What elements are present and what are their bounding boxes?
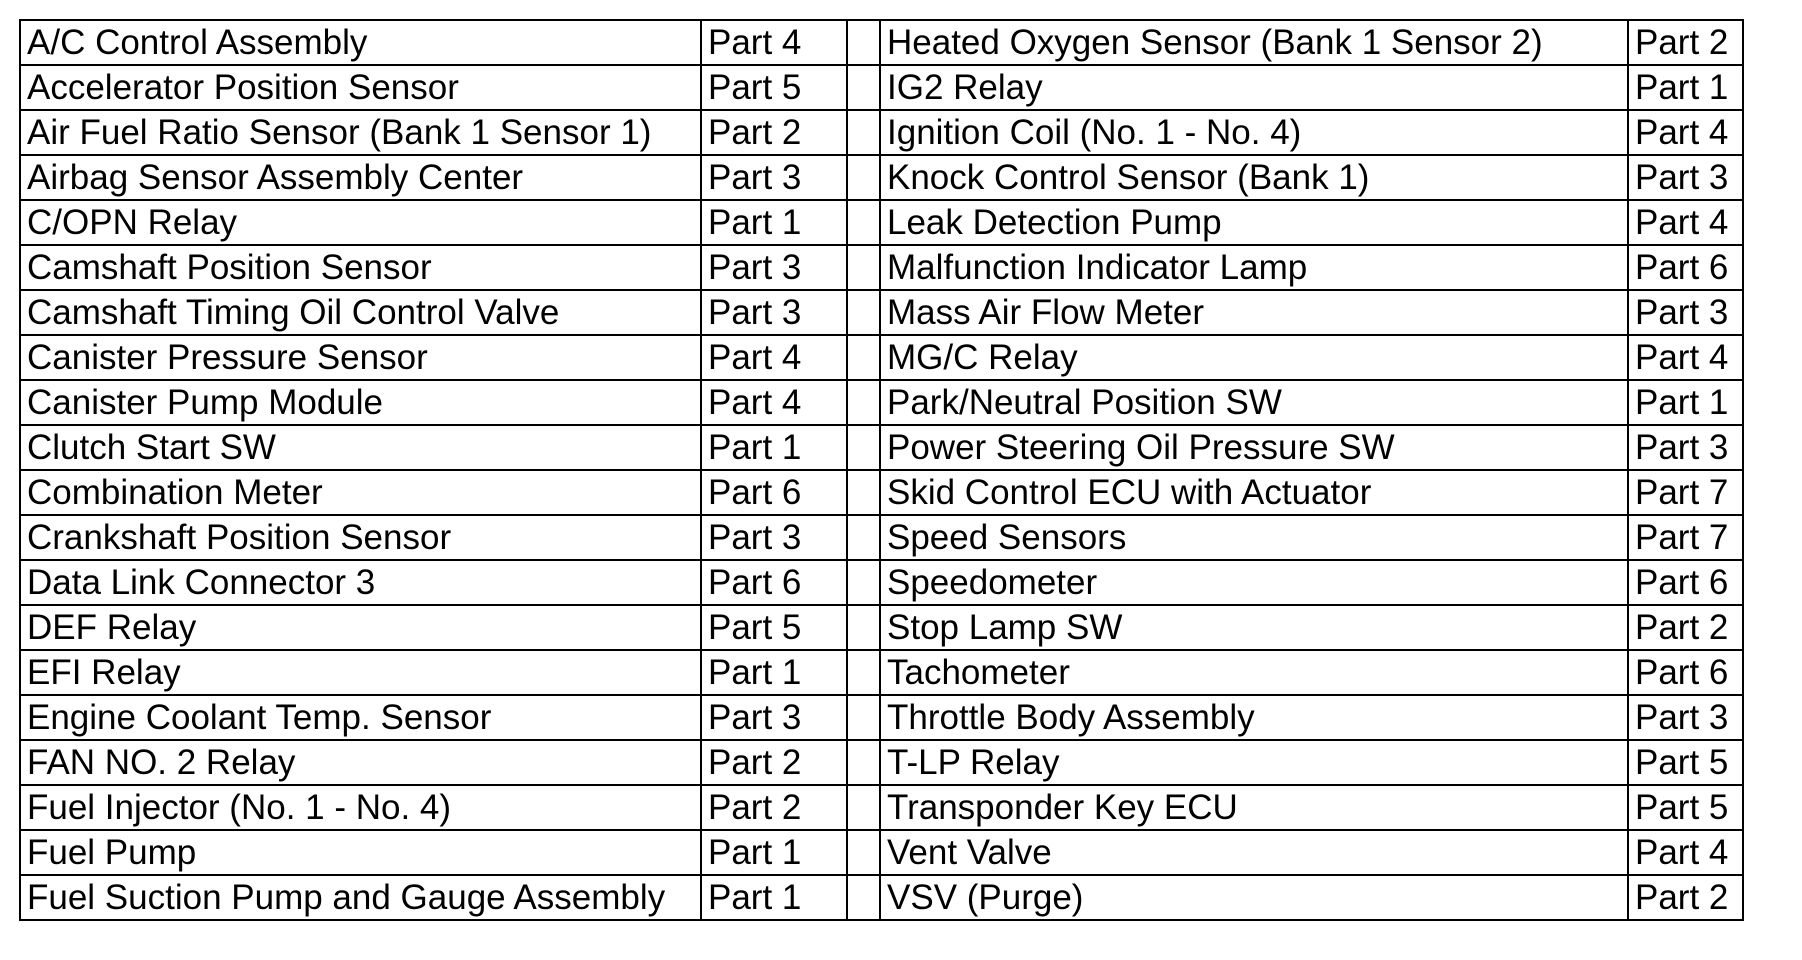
right-part-number: Part 4	[1628, 335, 1743, 380]
right-component-name: T-LP Relay	[880, 740, 1628, 785]
right-component-name: Heated Oxygen Sensor (Bank 1 Sensor 2)	[880, 20, 1628, 65]
left-part-number: Part 1	[701, 830, 847, 875]
right-component-name: MG/C Relay	[880, 335, 1628, 380]
left-component-name: Engine Coolant Temp. Sensor	[20, 695, 701, 740]
table-row	[20, 425, 1743, 470]
right-part-number: Part 4	[1628, 110, 1743, 155]
right-component-name: Vent Valve	[880, 830, 1628, 875]
right-component-name: Knock Control Sensor (Bank 1)	[880, 155, 1628, 200]
table-row	[20, 695, 1743, 740]
left-component-name: Fuel Injector (No. 1 - No. 4)	[20, 785, 701, 830]
left-part-number: Part 1	[701, 650, 847, 695]
left-component-name: Crankshaft Position Sensor	[20, 515, 701, 560]
right-part-number: Part 1	[1628, 380, 1743, 425]
table-row	[20, 515, 1743, 560]
column-divider	[847, 740, 880, 785]
left-component-name: Clutch Start SW	[20, 425, 701, 470]
right-component-name: Speedometer	[880, 560, 1628, 605]
column-divider	[847, 290, 880, 335]
right-part-number: Part 5	[1628, 740, 1743, 785]
column-divider	[847, 785, 880, 830]
right-part-number: Part 2	[1628, 20, 1743, 65]
column-divider	[847, 245, 880, 290]
right-part-number: Part 7	[1628, 470, 1743, 515]
column-divider	[847, 830, 880, 875]
column-divider	[847, 155, 880, 200]
table-row	[20, 875, 1743, 920]
left-component-name: C/OPN Relay	[20, 200, 701, 245]
left-component-name: Combination Meter	[20, 470, 701, 515]
left-component-name: Camshaft Timing Oil Control Valve	[20, 290, 701, 335]
column-divider	[847, 425, 880, 470]
left-part-number: Part 2	[701, 740, 847, 785]
table-row	[20, 605, 1743, 650]
right-component-name: Stop Lamp SW	[880, 605, 1628, 650]
left-part-number: Part 3	[701, 515, 847, 560]
left-component-name: Canister Pump Module	[20, 380, 701, 425]
left-part-number: Part 3	[701, 695, 847, 740]
right-part-number: Part 1	[1628, 65, 1743, 110]
right-part-number: Part 3	[1628, 695, 1743, 740]
column-divider	[847, 65, 880, 110]
column-divider	[847, 560, 880, 605]
table-row	[20, 20, 1743, 65]
right-part-number: Part 6	[1628, 560, 1743, 605]
right-component-name: VSV (Purge)	[880, 875, 1628, 920]
table-row	[20, 290, 1743, 335]
right-part-number: Part 3	[1628, 290, 1743, 335]
left-part-number: Part 4	[701, 335, 847, 380]
column-divider	[847, 380, 880, 425]
left-component-name: Airbag Sensor Assembly Center	[20, 155, 701, 200]
right-component-name: Park/Neutral Position SW	[880, 380, 1628, 425]
column-divider	[847, 110, 880, 155]
left-part-number: Part 5	[701, 605, 847, 650]
index-table-body	[20, 20, 1743, 920]
left-component-name: Camshaft Position Sensor	[20, 245, 701, 290]
right-component-name: Malfunction Indicator Lamp	[880, 245, 1628, 290]
left-component-name: FAN NO. 2 Relay	[20, 740, 701, 785]
left-part-number: Part 3	[701, 245, 847, 290]
column-divider	[847, 515, 880, 560]
column-divider	[847, 200, 880, 245]
left-part-number: Part 3	[701, 290, 847, 335]
column-divider	[847, 335, 880, 380]
left-part-number: Part 4	[701, 20, 847, 65]
right-component-name: IG2 Relay	[880, 65, 1628, 110]
table-row	[20, 785, 1743, 830]
left-part-number: Part 1	[701, 425, 847, 470]
column-divider	[847, 20, 880, 65]
column-divider	[847, 695, 880, 740]
right-part-number: Part 6	[1628, 245, 1743, 290]
table-row	[20, 110, 1743, 155]
left-component-name: Fuel Suction Pump and Gauge Assembly	[20, 875, 701, 920]
table-row	[20, 200, 1743, 245]
table-row	[20, 830, 1743, 875]
right-part-number: Part 5	[1628, 785, 1743, 830]
left-part-number: Part 2	[701, 110, 847, 155]
left-part-number: Part 6	[701, 560, 847, 605]
left-component-name: Data Link Connector 3	[20, 560, 701, 605]
right-component-name: Leak Detection Pump	[880, 200, 1628, 245]
right-component-name: Power Steering Oil Pressure SW	[880, 425, 1628, 470]
right-part-number: Part 4	[1628, 830, 1743, 875]
right-part-number: Part 3	[1628, 155, 1743, 200]
left-part-number: Part 5	[701, 65, 847, 110]
table-row	[20, 155, 1743, 200]
left-part-number: Part 3	[701, 155, 847, 200]
right-part-number: Part 4	[1628, 200, 1743, 245]
left-component-name: DEF Relay	[20, 605, 701, 650]
left-part-number: Part 4	[701, 380, 847, 425]
column-divider	[847, 470, 880, 515]
column-divider	[847, 650, 880, 695]
left-part-number: Part 6	[701, 470, 847, 515]
left-component-name: A/C Control Assembly	[20, 20, 701, 65]
table-row	[20, 470, 1743, 515]
table-row	[20, 380, 1743, 425]
left-component-name: EFI Relay	[20, 650, 701, 695]
column-divider	[847, 605, 880, 650]
right-component-name: Skid Control ECU with Actuator	[880, 470, 1628, 515]
right-component-name: Tachometer	[880, 650, 1628, 695]
left-part-number: Part 2	[701, 785, 847, 830]
column-divider	[847, 875, 880, 920]
right-part-number: Part 6	[1628, 650, 1743, 695]
table-row	[20, 65, 1743, 110]
right-part-number: Part 2	[1628, 605, 1743, 650]
right-component-name: Mass Air Flow Meter	[880, 290, 1628, 335]
right-component-name: Throttle Body Assembly	[880, 695, 1628, 740]
table-row	[20, 245, 1743, 290]
left-component-name: Fuel Pump	[20, 830, 701, 875]
left-component-name: Air Fuel Ratio Sensor (Bank 1 Sensor 1)	[20, 110, 701, 155]
right-component-name: Speed Sensors	[880, 515, 1628, 560]
table-row	[20, 740, 1743, 785]
right-part-number: Part 7	[1628, 515, 1743, 560]
table-row	[20, 335, 1743, 380]
right-component-name: Ignition Coil (No. 1 - No. 4)	[880, 110, 1628, 155]
left-part-number: Part 1	[701, 875, 847, 920]
left-component-name: Accelerator Position Sensor	[20, 65, 701, 110]
right-part-number: Part 2	[1628, 875, 1743, 920]
component-location-index-table	[19, 19, 1744, 921]
right-part-number: Part 3	[1628, 425, 1743, 470]
left-part-number: Part 1	[701, 200, 847, 245]
table-row	[20, 650, 1743, 695]
left-component-name: Canister Pressure Sensor	[20, 335, 701, 380]
table-row	[20, 560, 1743, 605]
right-component-name: Transponder Key ECU	[880, 785, 1628, 830]
